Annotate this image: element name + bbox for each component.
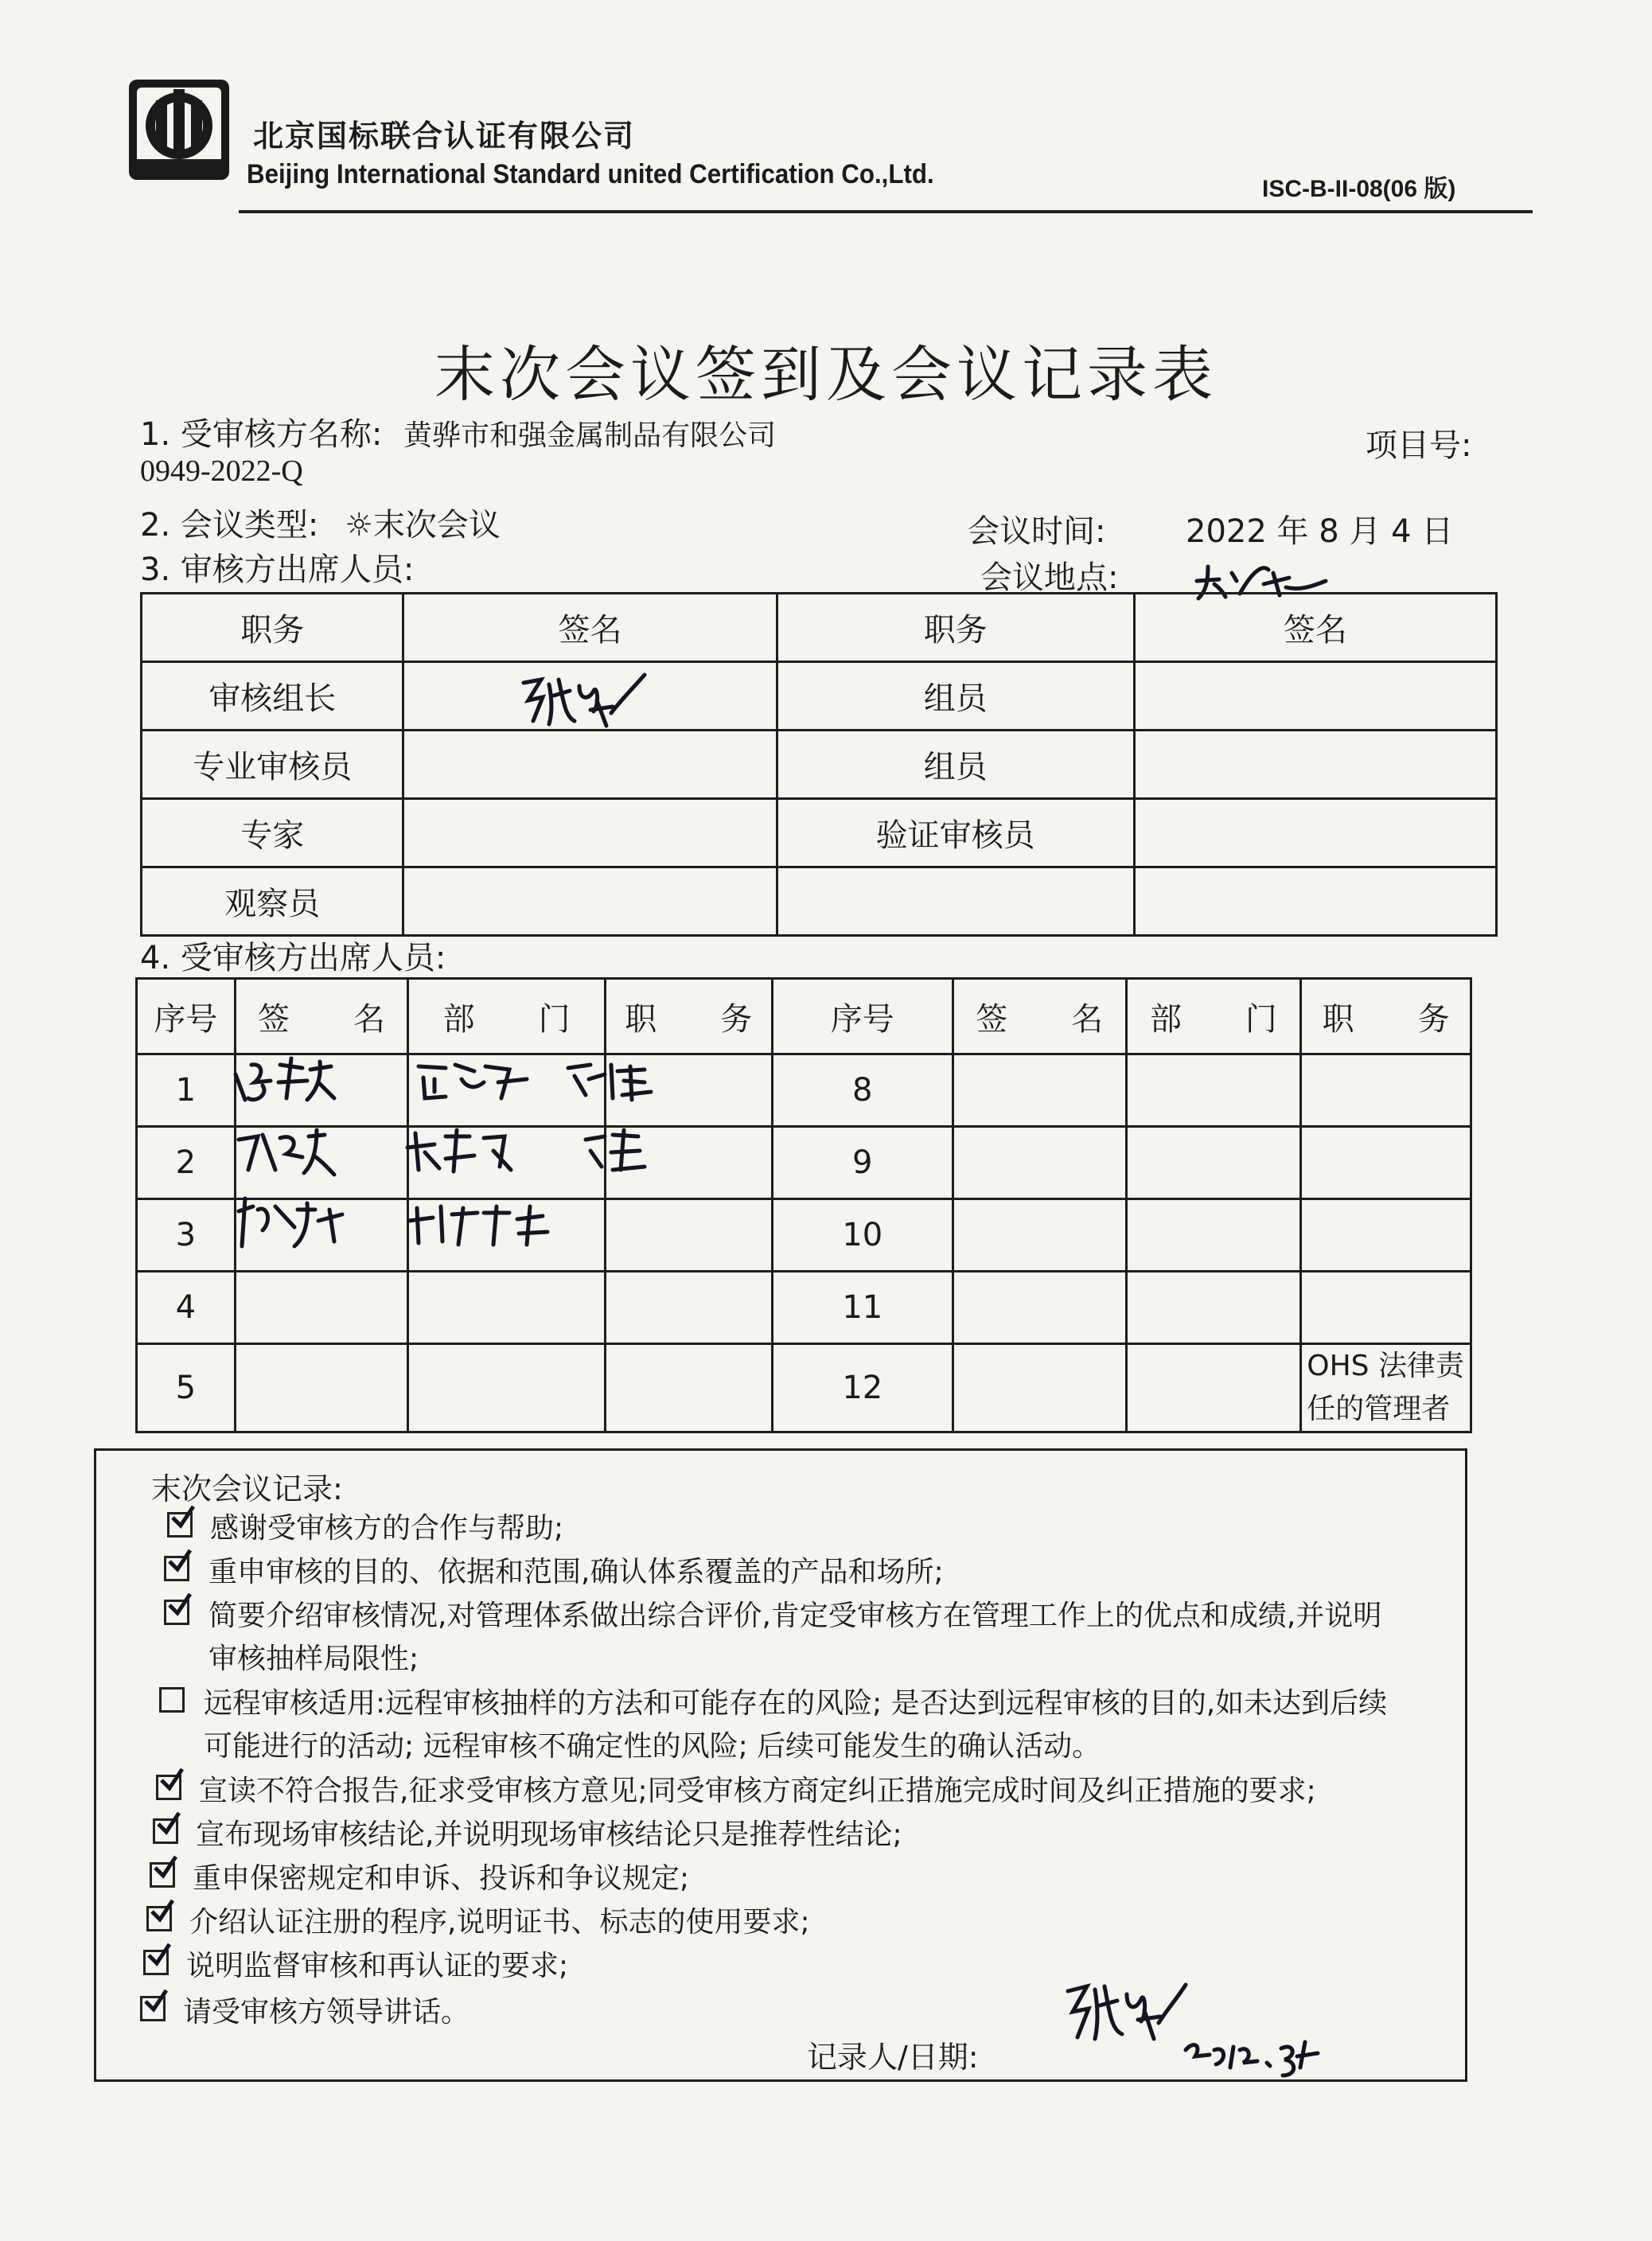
header-cell: 序号 bbox=[772, 979, 953, 1054]
minutes-item: 说明监督审核和再认证的要求; bbox=[186, 1950, 569, 1982]
table-row bbox=[137, 1199, 1471, 1272]
header-cell: 签 名 bbox=[235, 979, 408, 1054]
checkbox-checked[interactable] bbox=[146, 1906, 172, 1931]
header-cell: 签名 bbox=[403, 594, 777, 662]
auditor-attendees-label: 3. 审核方出席人员: bbox=[140, 551, 415, 588]
meeting-time-label: 会议时间: bbox=[968, 513, 1106, 550]
signature-cell bbox=[1134, 731, 1496, 799]
position-cell bbox=[1301, 1127, 1471, 1199]
header-cell: 部 门 bbox=[1126, 979, 1301, 1054]
role-cell: 专家 bbox=[142, 799, 403, 867]
meeting-time-value: 2022 年 8 月 4 日 bbox=[1186, 513, 1454, 550]
role-cell bbox=[777, 867, 1134, 936]
header-cell: 部 门 bbox=[408, 979, 606, 1054]
position-cell bbox=[1301, 1199, 1471, 1272]
role-cell: 组员 bbox=[777, 662, 1134, 731]
role-cell: 组员 bbox=[777, 731, 1134, 799]
department-cell bbox=[408, 1272, 606, 1344]
signature-cell bbox=[403, 662, 777, 731]
role-cell: 验证审核员 bbox=[777, 799, 1134, 867]
signature-cell bbox=[953, 1054, 1126, 1127]
table-row bbox=[137, 1344, 1471, 1432]
auditee-name-label: 1. 受审核方名称: bbox=[140, 416, 383, 453]
signature-cell bbox=[403, 867, 777, 936]
seq-cell: 8 bbox=[772, 1054, 953, 1127]
signature-cell bbox=[1134, 867, 1496, 936]
checkbox-checked[interactable] bbox=[153, 1818, 178, 1844]
minutes-item: 介绍认证注册的程序,说明证书、标志的使用要求; bbox=[189, 1906, 810, 1939]
department-cell bbox=[1126, 1054, 1301, 1127]
department-cell bbox=[1126, 1127, 1301, 1199]
minutes-item: 请受审核方领导讲话。 bbox=[183, 1996, 470, 2029]
auditor-attendee-table bbox=[140, 592, 1498, 937]
seq-cell: 1 bbox=[137, 1054, 236, 1127]
signature-cell bbox=[953, 1272, 1126, 1344]
table-header-row bbox=[137, 979, 1471, 1054]
minutes-item: 远程审核适用:远程审核抽样的方法和可能存在的风险; 是否达到远程审核的目的,如未达到后续 bbox=[204, 1687, 1388, 1720]
department-cell bbox=[408, 1054, 606, 1127]
checkbox-checked[interactable] bbox=[140, 1996, 166, 2021]
position-cell bbox=[605, 1272, 772, 1344]
table-row bbox=[142, 662, 1497, 731]
seq-cell: 12 bbox=[772, 1344, 953, 1432]
table-row bbox=[137, 1272, 1471, 1344]
role-cell: 观察员 bbox=[142, 867, 403, 936]
auditee-name-value: 黄骅市和强金属制品有限公司 bbox=[403, 419, 777, 452]
signature-cell bbox=[953, 1127, 1126, 1199]
minutes-item: 宣读不符合报告,征求受审核方意见;同受审核方商定纠正措施完成时间及纠正措施的要求; bbox=[199, 1775, 1316, 1807]
recorder-date-label: 记录人/日期: bbox=[807, 2040, 979, 2075]
minutes-title: 末次会议记录: bbox=[151, 1471, 343, 1506]
signature-cell bbox=[235, 1272, 408, 1344]
checkbox-checked[interactable] bbox=[150, 1862, 175, 1888]
auditee-name-line bbox=[140, 409, 776, 454]
company-logo-icon bbox=[126, 76, 232, 183]
table-row bbox=[142, 799, 1497, 867]
position-cell bbox=[1301, 1054, 1471, 1127]
header-cell: 签名 bbox=[1134, 594, 1496, 662]
checkbox-checked[interactable] bbox=[167, 1512, 193, 1538]
signature-cell bbox=[235, 1344, 408, 1432]
checkbox-checked[interactable] bbox=[164, 1556, 189, 1581]
seq-cell: 10 bbox=[772, 1199, 953, 1272]
department-cell bbox=[408, 1199, 606, 1272]
minutes-item: 简要介绍审核情况,对管理体系做出综合评价,肯定受审核方在管理工作上的优点和成绩,并说明 bbox=[208, 1600, 1382, 1632]
auditee-attendees-label: 4. 受审核方出席人员: bbox=[140, 940, 446, 976]
seq-cell: 2 bbox=[137, 1127, 236, 1199]
auditee-attendee-table bbox=[135, 977, 1472, 1433]
seq-cell: 3 bbox=[137, 1199, 236, 1272]
signature-cell bbox=[953, 1199, 1126, 1272]
checkbox-unchecked[interactable] bbox=[159, 1687, 185, 1713]
department-cell bbox=[1126, 1199, 1301, 1272]
table-row bbox=[137, 1054, 1471, 1127]
meeting-type-value: ☼末次会议 bbox=[345, 507, 501, 544]
header-cell: 职务 bbox=[142, 594, 403, 662]
table-row bbox=[142, 867, 1497, 936]
company-name-en: Beijing International Standard united Certification Co.,Ltd. bbox=[247, 159, 934, 189]
department-cell bbox=[1126, 1344, 1301, 1432]
minutes-item-continued: 可能进行的活动; 远程审核不确定性的风险; 后续可能发生的确认活动。 bbox=[204, 1730, 1101, 1763]
minutes-item: 重申保密规定和申诉、投诉和争议规定; bbox=[193, 1862, 690, 1895]
meeting-place-label: 会议地点: bbox=[980, 559, 1119, 596]
role-cell: 审核组长 bbox=[142, 662, 403, 731]
position-cell bbox=[1301, 1272, 1471, 1344]
position-cell bbox=[605, 1199, 772, 1272]
signature-cell bbox=[235, 1127, 408, 1199]
minutes-item-continued: 审核抽样局限性; bbox=[208, 1643, 419, 1675]
signature-cell bbox=[235, 1054, 408, 1127]
minutes-item: 感谢受审核方的合作与帮助; bbox=[210, 1512, 564, 1545]
checkbox-checked[interactable] bbox=[143, 1950, 169, 1975]
seq-cell: 4 bbox=[137, 1272, 236, 1344]
position-cell bbox=[605, 1127, 772, 1199]
signature-cell bbox=[403, 799, 777, 867]
table-row bbox=[142, 731, 1497, 799]
signature-cell bbox=[953, 1344, 1126, 1432]
document-title: 末次会议签到及会议记录表 bbox=[434, 339, 1218, 410]
seq-cell: 5 bbox=[137, 1344, 236, 1432]
signature-cell bbox=[403, 731, 777, 799]
minutes-item: 宣布现场审核结论,并说明现场审核结论只是推荐性结论; bbox=[196, 1818, 902, 1851]
header-cell: 签 名 bbox=[953, 979, 1126, 1054]
header-cell: 序号 bbox=[137, 979, 236, 1054]
minutes-item: 重申审核的目的、依据和范围,确认体系覆盖的产品和场所; bbox=[208, 1556, 944, 1588]
checkbox-checked[interactable] bbox=[156, 1775, 181, 1800]
position-cell bbox=[605, 1344, 772, 1432]
seq-cell: 11 bbox=[772, 1272, 953, 1344]
project-no-value: 0949-2022-Q bbox=[140, 454, 303, 488]
department-cell bbox=[1126, 1272, 1301, 1344]
signature-cell bbox=[1134, 799, 1496, 867]
department-cell bbox=[408, 1127, 606, 1199]
header-cell: 职 务 bbox=[605, 979, 772, 1054]
header-cell: 职务 bbox=[777, 594, 1134, 662]
checkbox-checked[interactable] bbox=[164, 1600, 189, 1625]
department-cell bbox=[408, 1344, 606, 1432]
company-name-cn: 北京国标联合认证有限公司 bbox=[253, 119, 636, 154]
seq-cell: 9 bbox=[772, 1127, 953, 1199]
ohs-note-cell: OHS 法律责任的管理者 bbox=[1301, 1344, 1471, 1432]
signature-cell bbox=[1134, 662, 1496, 731]
table-header-row bbox=[142, 594, 1497, 662]
position-cell bbox=[605, 1054, 772, 1127]
header-cell: 职 务 bbox=[1301, 979, 1471, 1054]
signature-cell bbox=[235, 1199, 408, 1272]
role-cell: 专业审核员 bbox=[142, 731, 403, 799]
header-divider bbox=[239, 210, 1533, 213]
meeting-type-label: 2. 会议类型: bbox=[140, 507, 319, 544]
project-no-label: 项目号: bbox=[1366, 427, 1472, 464]
form-code: ISC-B-II-08(06 版) bbox=[1262, 176, 1456, 202]
meeting-type-line bbox=[140, 500, 501, 545]
table-row bbox=[137, 1127, 1471, 1199]
